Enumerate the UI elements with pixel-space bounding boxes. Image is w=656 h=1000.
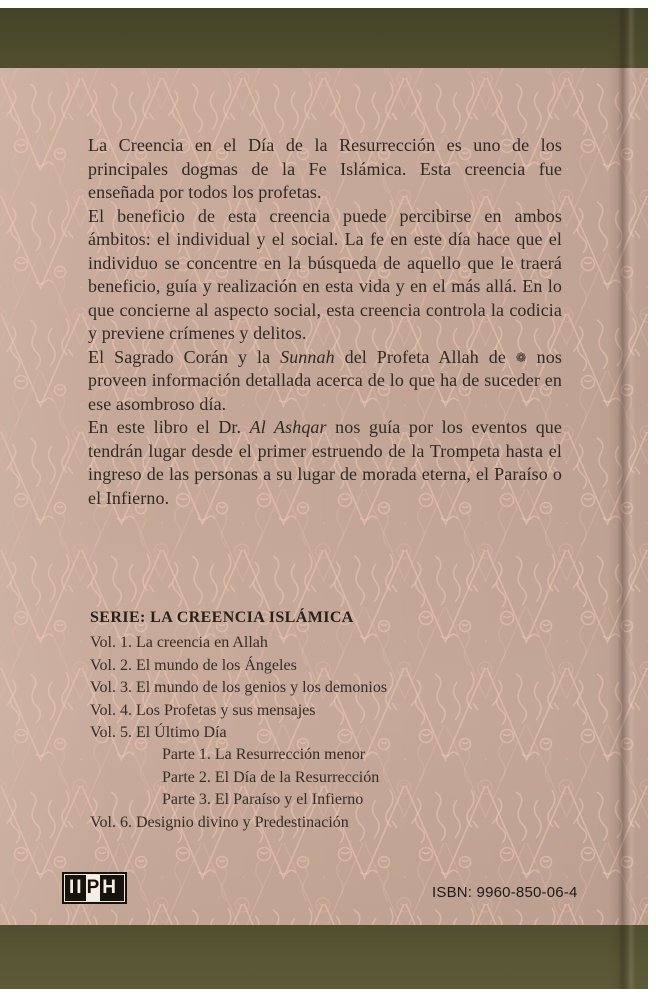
- blurb-paragraph-4: [88, 416, 562, 510]
- cover: [0, 8, 648, 989]
- isbn-text: ISBN: 9960-850-06-4: [432, 884, 578, 901]
- pbuh-honorific-icon: ❁: [515, 349, 527, 365]
- cover-background: [0, 68, 648, 925]
- series-item-vol2: Vol. 2. El mundo de los Ángeles: [90, 656, 297, 674]
- back-cover-blurb: [88, 134, 562, 510]
- top-olive-band: [0, 8, 648, 68]
- series-item-vol5: Vol. 5. El Último Día: [90, 724, 227, 742]
- blurb-text: En este libro el Dr.: [88, 417, 250, 437]
- series-item-vol5-parte3: Parte 3. El Paraíso y el Infierno: [162, 791, 364, 809]
- blurb-text: El Sagrado Corán y la: [88, 346, 281, 367]
- blurb-text: El beneficio de esta creencia puede percibirse en ambos ámbitos: el individual y el social. La fe en este día hace que el individuo se concentre en la búsqueda de aquello que le traerá beneficio, guía y realización en esta vida y en el más allá. En lo que concierne al aspecto social, esta creencia controla la codicia y previene crímenes y delitos.: [88, 205, 562, 343]
- series-item-vol5-parte1: Parte 1. La Resurrección menor: [162, 746, 366, 764]
- series-heading: SERIE: LA CREENCIA ISLÁMICA: [90, 609, 354, 626]
- iiph-publisher-logo: [62, 872, 127, 904]
- logo-letters-ii: II: [69, 877, 84, 898]
- blurb-paragraph-3: [88, 346, 562, 417]
- series-item-vol5-parte2: Parte 2. El Día de la Resurrección: [162, 768, 380, 786]
- series-item-vol1: Vol. 1. La creencia en Allah: [90, 634, 268, 652]
- logo-letter-h: H: [102, 877, 116, 898]
- series-item-vol3: Vol. 3. El mundo de los genios y los demonios: [90, 679, 388, 697]
- sunnah-term: Sunnah: [280, 346, 335, 367]
- blurb-paragraph-2: [88, 205, 562, 346]
- bottom-olive-band: [0, 925, 648, 989]
- logo-letter-p: P: [86, 875, 101, 901]
- blurb-text: La Creencia en el Día de la Resurrección es uno de los principales dogmas de la Fe Islámica. Esta creencia fue enseñada por todos los profetas.: [88, 135, 562, 202]
- series-item-vol4: Vol. 4. Los Profetas y sus mensajes: [90, 701, 316, 719]
- blurb-text: nos guía por los eventos que tendrán lugar desde el primer estruendo de la Trompeta hasta el ingreso de las personas a su lugar de morada eterna, el Paraíso o el Infierno.: [88, 417, 562, 508]
- series-item-vol6: Vol. 6. Designio divino y Predestinación: [90, 813, 349, 831]
- series-list: [90, 607, 530, 834]
- iiph-logo-letters: [64, 874, 125, 902]
- blurb-text: del Profeta Allah de: [334, 346, 516, 367]
- blurb-paragraph-1: [88, 134, 562, 205]
- blurb-text: nos proveen información detallada acerca de lo que ha de suceder en ese asombroso día.: [88, 346, 562, 414]
- author-name: Al Ashqar: [249, 417, 327, 437]
